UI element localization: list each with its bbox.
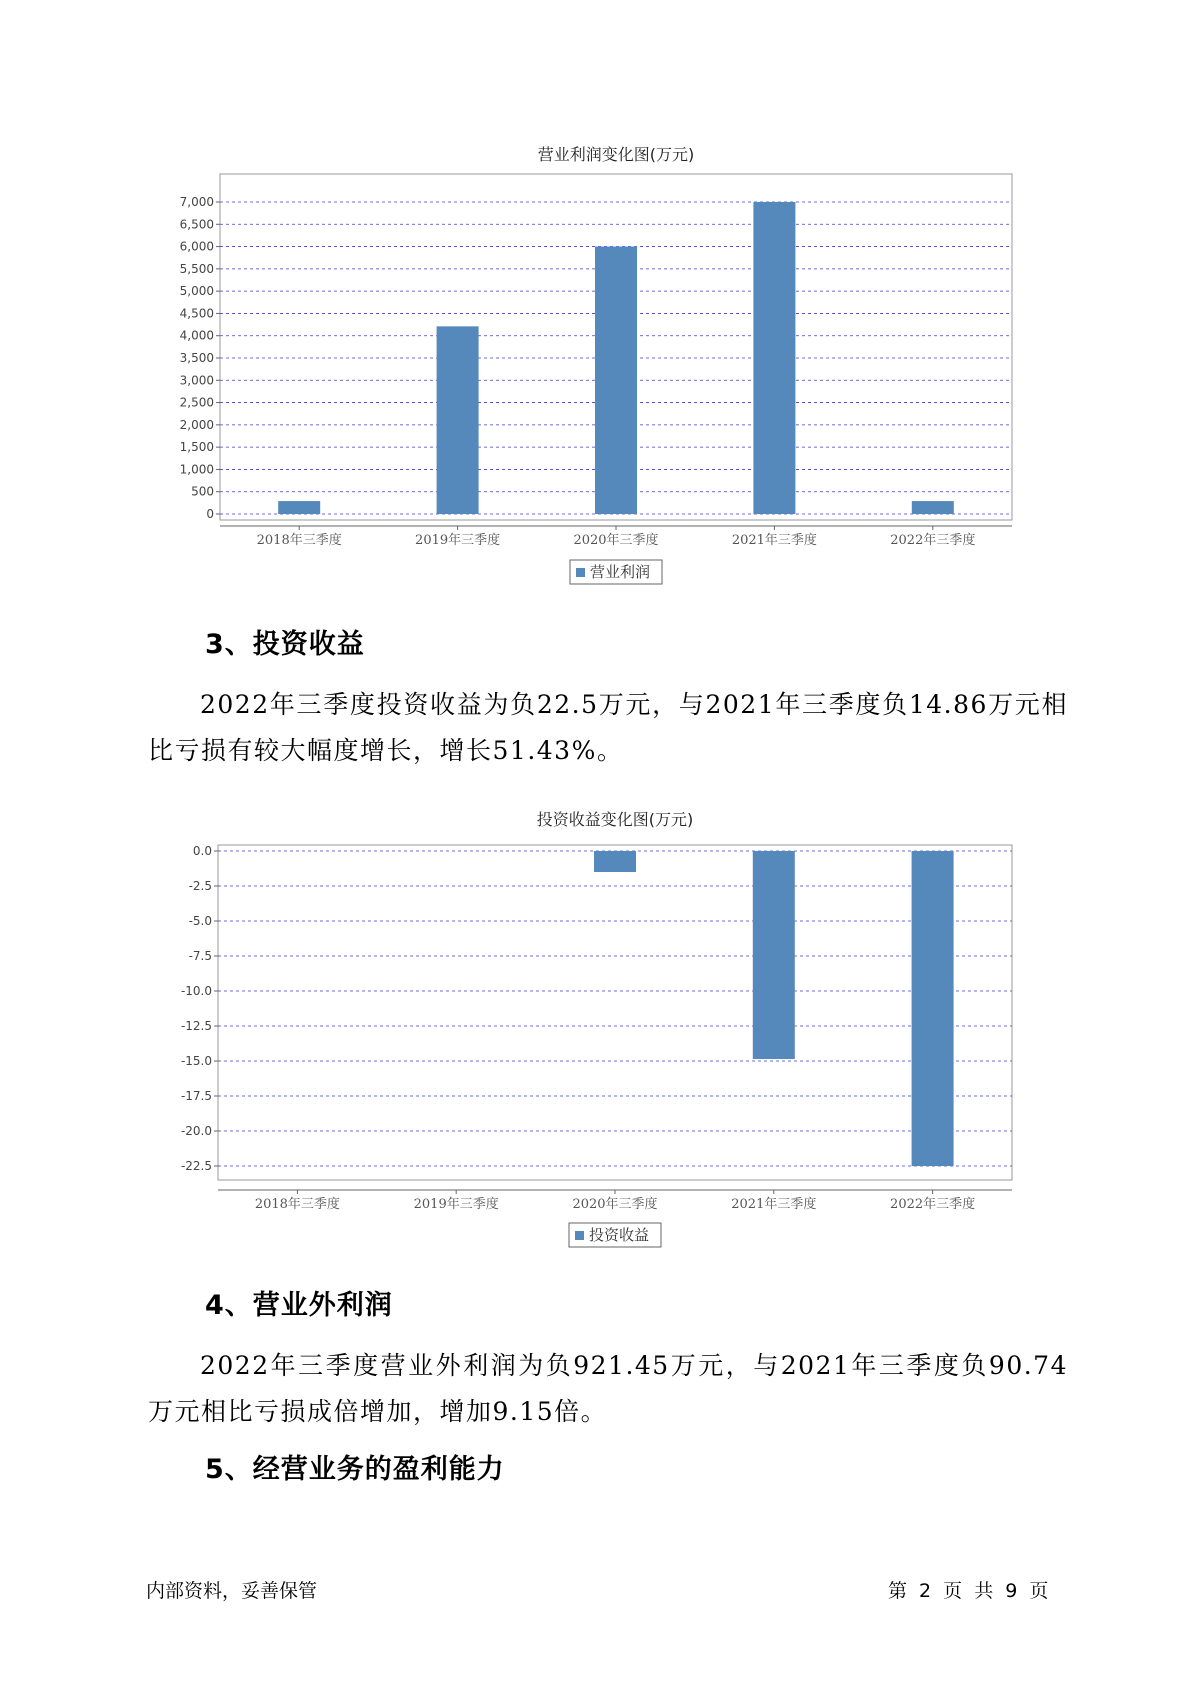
y-tick-label: 5,000 (179, 284, 214, 299)
bar (912, 501, 954, 514)
y-tick-label: 3,500 (179, 351, 214, 365)
plot-area (218, 845, 1012, 1180)
y-tick-label: 3,000 (179, 373, 214, 388)
y-tick-label: 5,500 (179, 261, 214, 276)
bar (594, 851, 636, 872)
y-tick-label: -22.5 (180, 1159, 212, 1173)
y-tick-label: -12.5 (180, 1019, 212, 1033)
y-tick-label: 7,000 (179, 195, 214, 209)
bar (753, 851, 795, 1059)
bar (753, 202, 795, 514)
y-tick-label: 1,500 (179, 440, 214, 455)
x-tick-label: 2019年三季度 (413, 1197, 499, 1212)
y-tick-label: -10.0 (180, 984, 212, 998)
bar (437, 326, 479, 514)
x-tick-label: 2018年三季度 (254, 1197, 340, 1212)
footer-page-number: 第 2 页 共 9 页 (888, 1580, 1049, 1602)
section-3-heading: 3、投资收益 (205, 629, 365, 660)
bar (595, 247, 637, 514)
section-4-heading: 4、营业外利润 (205, 1290, 393, 1321)
x-tick-label: 2021年三季度 (731, 1197, 817, 1212)
legend-label: 营业利润 (590, 563, 651, 581)
footer-confidential-note: 内部资料，妥善保管 (146, 1580, 318, 1602)
y-tick-label: 500 (191, 484, 214, 499)
section-5-heading: 5、经营业务的盈利能力 (205, 1454, 505, 1485)
y-tick-label: 4,500 (179, 306, 214, 321)
legend-swatch (575, 1231, 584, 1240)
x-tick-label: 2018年三季度 (256, 533, 342, 548)
operating-profit-chart (0, 130, 1191, 600)
y-tick-label: -7.5 (188, 949, 212, 963)
chart-title: 投资收益变化图(万元) (536, 810, 694, 829)
chart-title: 营业利润变化图(万元) (537, 145, 695, 164)
y-tick-label: -20.0 (180, 1124, 212, 1138)
section-3-paragraph: 2022年三季度投资收益为负22.5万元，与2021年三季度负14.86万元相比亏损有较大幅度增长，增长51.43%。 (148, 690, 1068, 765)
legend-label: 投资收益 (589, 1226, 650, 1244)
operating-profit-chart-svg (0, 130, 1191, 600)
y-tick-label: 2,000 (179, 417, 214, 432)
bar (278, 501, 320, 514)
investment-income-chart (0, 795, 1191, 1265)
y-tick-label: 4,000 (179, 328, 214, 343)
x-tick-label: 2021年三季度 (731, 533, 817, 548)
legend-swatch (576, 568, 585, 577)
y-tick-label: -5.0 (188, 914, 212, 928)
x-tick-label: 2020年三季度 (573, 533, 659, 548)
y-tick-label: 1,000 (179, 462, 214, 477)
y-tick-label: -17.5 (180, 1089, 212, 1103)
x-tick-label: 2022年三季度 (890, 1197, 976, 1212)
x-tick-label: 2020年三季度 (572, 1197, 658, 1212)
y-tick-label: 6,500 (179, 217, 214, 232)
section-4-paragraph: 2022年三季度营业外利润为负921.45万元，与2021年三季度负90.74万元相比亏损成倍增加，增加9.15倍。 (148, 1351, 1068, 1426)
y-tick-label: 2,500 (179, 395, 214, 410)
x-tick-label: 2019年三季度 (415, 533, 501, 548)
y-tick-label: 0 (206, 507, 214, 521)
y-tick-label: -2.5 (188, 879, 212, 893)
y-tick-label: 0.0 (192, 844, 212, 858)
y-tick-label: 6,000 (179, 239, 214, 254)
investment-income-chart-svg (0, 795, 1191, 1265)
bar (912, 851, 954, 1166)
y-tick-label: -15.0 (180, 1054, 212, 1068)
x-tick-label: 2022年三季度 (890, 533, 976, 548)
